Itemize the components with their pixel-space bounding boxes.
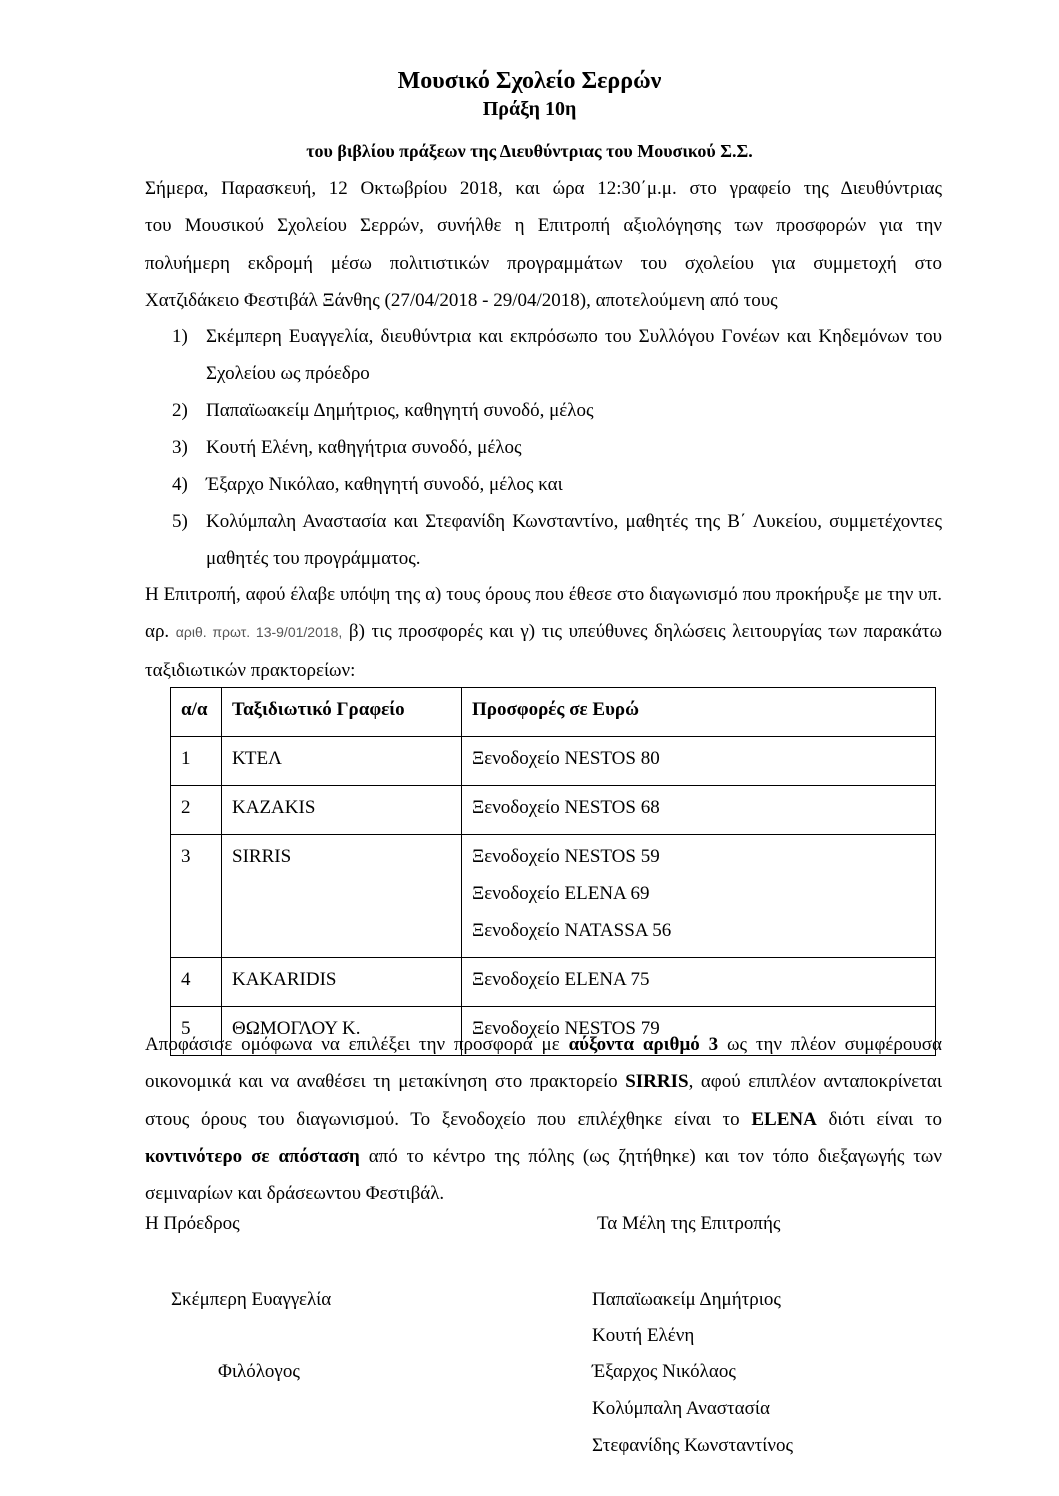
president-name: Σκέμπερη Ευαγγελία bbox=[171, 1289, 332, 1310]
offer-cell bbox=[462, 786, 936, 835]
decision-text: διότι είναι το bbox=[816, 1108, 942, 1130]
table-row bbox=[171, 835, 936, 958]
member-text: Έξαρχο Νικόλαο, καθηγητή συνοδό, μέλος και bbox=[206, 474, 563, 495]
decision-emphasis: ELENA bbox=[751, 1108, 817, 1130]
act-number: Πράξη 10η bbox=[482, 98, 577, 120]
decision-text: ως την πλέον συμφέρουσα οικονομικά και να αναθέσει τη μετακίνηση στο πρακτορείο bbox=[145, 1034, 942, 1093]
intro-line: Σήμερα, Παρασκευή, 12 Οκτωβρίου 2018, και ώρα 12:30΄μ.μ. στο γραφείο της Διευθύντριας bbox=[145, 178, 942, 199]
row-number: 4 bbox=[171, 958, 222, 1007]
row-number: 3 bbox=[171, 835, 222, 958]
president-title: Φιλόλογος bbox=[218, 1361, 300, 1382]
table-header-row bbox=[171, 688, 936, 737]
member-text: Παπαϊωακείμ Δημήτριος, καθηγητή συνοδό, μέλος bbox=[206, 400, 594, 421]
list-number: 5) bbox=[172, 511, 188, 532]
intro-line: πολυήμερη εκδρομή μέσω πολιτιστικών προγραμμάτων του σχολείου για συμμετοχή στο bbox=[145, 252, 942, 274]
decision-emphasis: SIRRIS bbox=[625, 1071, 689, 1093]
agency-name: KAZAKIS bbox=[222, 786, 462, 835]
column-header: α/α bbox=[171, 688, 222, 737]
list-number: 3) bbox=[172, 437, 188, 458]
decision-emphasis: κοντινότερο σε απόσταση bbox=[145, 1145, 360, 1167]
list-item bbox=[172, 429, 942, 466]
offer-cell bbox=[462, 835, 936, 958]
intro-line: του Μουσικού Σχολείου Σερρών, συνήλθε η Επιτροπή αξιολόγησης των προσφορών για την bbox=[145, 215, 942, 237]
offer-line: Ξενοδοχείο ELENA 69 bbox=[472, 883, 650, 904]
agency-name: ΚΤΕΛ bbox=[222, 737, 462, 786]
offer-line: Ξενοδοχείο NATASSA 56 bbox=[472, 920, 672, 941]
intro-paragraph bbox=[145, 170, 942, 319]
member-signature-name: Έξαρχος Νικόλαος bbox=[592, 1361, 736, 1382]
list-number: 2) bbox=[172, 400, 188, 421]
list-item bbox=[172, 392, 942, 429]
intro-line: Χατζιδάκειο Φεστιβάλ Ξάνθης (27/04/2018 - 29/04/2018), αποτελούμενη από τους bbox=[145, 289, 778, 311]
offer-cell bbox=[462, 958, 936, 1007]
agency-name: SIRRIS bbox=[222, 835, 462, 958]
decision-text: , αφού επιπλέον ανταποκρίνεται στους όρους του διαγωνισμού. Το ξενοδοχείο που επιλέχθηκε είναι το bbox=[145, 1071, 942, 1130]
offer-line: Ξενοδοχείο NESTOS 59 bbox=[472, 846, 660, 867]
offer-line: Ξενοδοχείο NESTOS 68 bbox=[472, 797, 660, 818]
decision-paragraph bbox=[145, 1026, 942, 1212]
list-number: 1) bbox=[172, 326, 188, 347]
committee-members-list bbox=[172, 318, 942, 577]
member-text: Κουτή Ελένη, καθηγήτρια συνοδό, μέλος bbox=[206, 437, 522, 458]
member-text: Σκέμπερη Ευαγγελία, διευθύντρια και εκπρόσωπο του Συλλόγου Γονέων και Κηδεμόνων του Σχολείου ως πρόεδρο bbox=[206, 326, 942, 384]
school-title: Μουσικό Σχολείο Σερρών bbox=[397, 68, 662, 94]
row-number: 1 bbox=[171, 737, 222, 786]
offers-table bbox=[170, 687, 936, 1056]
list-item bbox=[172, 503, 942, 577]
member-signature-name: Στεφανίδης Κωνσταντίνος bbox=[592, 1435, 794, 1456]
decision-text: Αποφάσισε ομόφωνα να επιλέξει την προσφορά με bbox=[145, 1034, 569, 1055]
consideration-text: Η Επιτροπή, αφού έλαβε υπόψη της α) τους όρους που έθεσε στο διαγωνισμό που προκήρυξε με την υπ. αρ. bbox=[145, 584, 942, 643]
offer-line: Ξενοδοχείο NESTOS 79 bbox=[472, 1018, 660, 1039]
column-header: Ταξιδιωτικό Γραφείο bbox=[222, 688, 462, 737]
protocol-reference: αριθ. πρωτ. 13-9/01/2018, bbox=[175, 624, 343, 641]
member-signature-name: Κουτή Ελένη bbox=[592, 1325, 695, 1346]
members-label: Τα Μέλη της Επιτροπής bbox=[597, 1213, 781, 1234]
list-number: 4) bbox=[172, 474, 188, 495]
president-label: Η Πρόεδρος bbox=[145, 1213, 240, 1234]
table-row bbox=[171, 786, 936, 835]
column-header: Προσφορές σε Ευρώ bbox=[462, 688, 936, 737]
row-number: 2 bbox=[171, 786, 222, 835]
decision-emphasis: αύξοντα αριθμό 3 bbox=[568, 1034, 719, 1055]
offer-cell bbox=[462, 737, 936, 786]
decision-text: από το κέντρο της πόλης (ως ζητήθηκε) και τον τόπο διεξαγωγής των σεμιναρίων και δράσεωντου Φεστιβάλ. bbox=[145, 1145, 942, 1205]
agency-name: ΘΩΜΟΓΛΟΥ Κ. bbox=[222, 1007, 462, 1056]
book-reference: του βιβλίου πράξεων της Διευθύντριας του Μουσικού Σ.Σ. bbox=[306, 141, 753, 161]
list-item bbox=[172, 318, 942, 392]
member-text: Κολύμπαλη Αναστασία και Στεφανίδη Κωνσταντίνο, μαθητές της Β΄ Λυκείου, συμμετέχοντες μαθητές του προγράμματος. bbox=[206, 511, 942, 569]
member-signature-name: Κολύμπαλη Αναστασία bbox=[592, 1398, 770, 1419]
table-row bbox=[171, 737, 936, 786]
member-signature-name: Παπαϊωακείμ Δημήτριος bbox=[592, 1289, 781, 1310]
offer-line: Ξενοδοχείο ELENA 75 bbox=[472, 969, 650, 990]
table-row bbox=[171, 958, 936, 1007]
offer-line: Ξενοδοχείο NESTOS 80 bbox=[472, 748, 660, 769]
list-item bbox=[172, 466, 942, 503]
consideration-text: β) τις προσφορές και γ) τις υπεύθυνες δηλώσεις λειτουργίας των παρακάτω ταξιδιωτικών πρακτορείων: bbox=[145, 621, 942, 681]
agency-name: KAKARIDIS bbox=[222, 958, 462, 1007]
consideration-paragraph bbox=[145, 576, 942, 689]
row-number: 5 bbox=[171, 1007, 222, 1056]
